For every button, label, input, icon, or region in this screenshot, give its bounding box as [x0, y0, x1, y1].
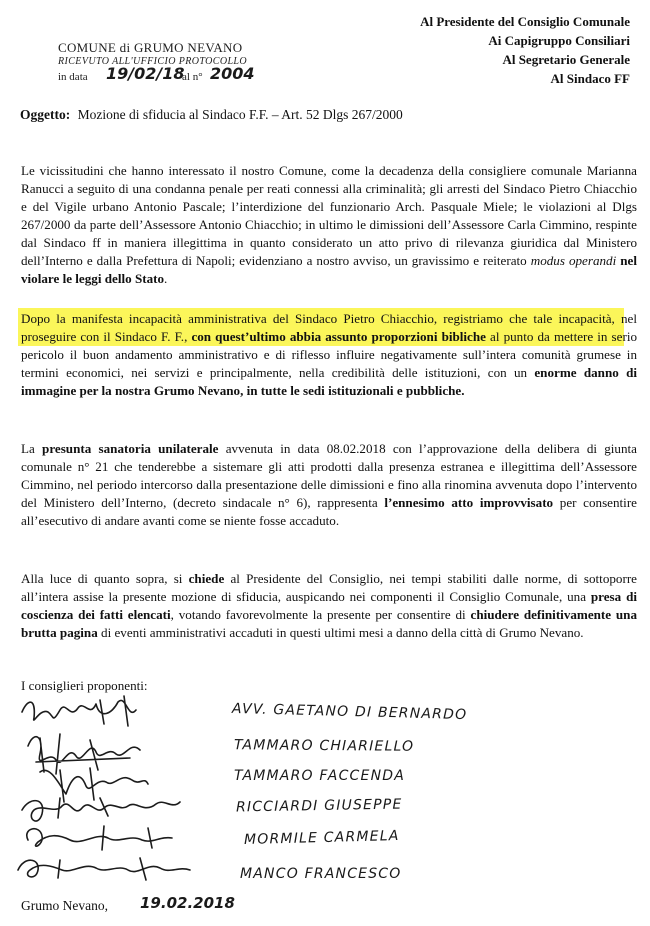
- signatures-area: [0, 690, 650, 900]
- proposer-name-4: RICCIARDI GIUSEPPE: [235, 796, 403, 816]
- signature-2: [28, 734, 140, 774]
- stamp-date-row: [58, 64, 278, 89]
- place-label: Grumo Nevano,: [21, 898, 108, 913]
- p4-text-g: di eventi amministrativi accaduti in questi ultimi mesi a danno della città di Grumo Nevano.: [97, 625, 584, 640]
- protocol-stamp: [58, 40, 278, 89]
- p1-end: .: [164, 271, 168, 286]
- paragraph-1: [21, 162, 637, 288]
- proposer-name-5: MORMILE CARMELA: [243, 827, 400, 849]
- p1-bold: nel violare le leggi dello Stato: [21, 253, 637, 286]
- p1-italic: modus operandi: [530, 253, 617, 268]
- p3-text-c: avvenuta in data 08.02.2018 con l’approvazione della delibera di giunta comunale n° 21 che tenderebbe a sistemare gli atti prodotti dalla presenza estranea e illegittima dell’Assessore Cimmino, nel periodo intercorso dalla presentazione delle dimissioni e fino alla rinomina avvenuta dopo l’intervento del Ministero dell’Interno, (decreto sindacale n° 6), rappresenta: [21, 441, 637, 510]
- stamp-received: RICEVUTO ALL'UFFICIO PROTOCOLLO: [58, 56, 248, 67]
- p3-text-e: per consentire all’esecutivo di andare avanti come se niente fosse accaduto.: [21, 495, 637, 528]
- subject-text: Mozione di sfiducia al Sindaco F.F. – Art. 52 Dlgs 267/2000: [77, 107, 403, 122]
- stamp-in-data-label: in data: [58, 71, 88, 83]
- signature-5: [27, 826, 172, 850]
- p3-bold-d: l’ennesimo atto improvvisato: [384, 495, 554, 510]
- recipient-mayor: Al Sindaco FF: [550, 71, 630, 86]
- p4-bold-b: chiede: [188, 571, 225, 586]
- signature-6: [18, 858, 190, 880]
- recipients-block: [350, 12, 630, 88]
- recipient-group-leaders: Ai Capigruppo Consiliari: [488, 33, 630, 48]
- stamp-protocol-number: 2004: [210, 64, 255, 83]
- p3-text-a: La: [21, 441, 43, 456]
- p4-text-e: , votando favorevolmente la presente per consentire di: [170, 607, 471, 622]
- paragraph-2: [21, 310, 637, 400]
- place-date: 19.02.2018: [140, 894, 235, 912]
- recipient-secretary: Al Segretario Generale: [502, 52, 630, 67]
- subject-label: Oggetto:: [20, 107, 71, 122]
- p4-bold-d: presa di coscienza dei fatti elencati: [21, 589, 637, 622]
- p4-text-a: Alla luce di quanto sopra, si: [21, 571, 189, 586]
- p4-bold-f: chiudere definitivamente una brutta pagina: [21, 607, 638, 640]
- p2-text-c: al punto da mettere in serio pericolo il buon andamento amministrativo e di riflesso influire negativamente sull’intera comunità grumese in termini economici, nei servizi e principalmente, nella credibilità delle istituzioni, con un: [21, 329, 638, 380]
- p2-bold-a: con quest’ultimo abbia assunto proporzioni bibliche: [191, 329, 486, 344]
- p2-bold-d: enorme danno di immagine per la nostra Grumo Nevano, in tutte le sedi istituzionali e pubbliche.: [21, 365, 638, 398]
- signature-4: [22, 798, 180, 821]
- stamp-municipality: COMUNE di GRUMO NEVANO: [58, 40, 243, 55]
- stamp-al-n-label: al n°: [182, 71, 203, 83]
- proposer-name-1: AVV. GAETANO DI BERNARDO: [231, 700, 468, 724]
- paragraph-3: [21, 440, 637, 530]
- stamp-date: 19/02/18: [106, 64, 185, 83]
- paragraph-4: [21, 570, 637, 642]
- subject-line: [20, 107, 630, 123]
- proposer-name-2: TAMMARO CHIARIELLO: [233, 737, 415, 755]
- proposers-label: I consiglieri proponenti:: [21, 678, 148, 693]
- p2-text-a: Dopo la manifesta incapacità amministrativa del Sindaco Pietro Chiacchio, registriamo che tale incapacità, nel proseguire con il Sindaco F. F.,: [21, 311, 637, 344]
- proposer-name-6: MANCO FRANCESCO: [240, 866, 402, 882]
- recipient-president: Al Presidente del Consiglio Comunale: [420, 14, 630, 29]
- signature-1: [22, 696, 136, 726]
- p4-text-c: al Presidente del Consiglio, nei tempi stabiliti dalle norme, di sottoporre all’intera assise la presente mozione di sfiducia, auspicando nei componenti il Consiglio Comunale, una: [21, 571, 637, 604]
- p1-text-a: Le vicissitudini che hanno interessato il nostro Comune, come la decadenza della consigliere comunale Marianna Ranucci a seguito di una condanna penale per reati connessi alla criminalità; gli arresti del Sindaco Pietro Chiacchio e del Vigile urbano Antonio Pascale; l’interdizione del funzionario Arch. Pasquale Miele; le violazioni al Dlgs 267/2000 da parte dell’Assessore Antonio Chiacchio; in ultimo le dimissioni dell’Assessore Carla Cimmino, respinte dal Sindaco ff in maniera illegittima in quanto considerato un atto privo di rilevanza giuridica dal Ministero dell’Interno e dalla Prefettura di Napoli; evidenziano a nostro avviso, un gravissimo e reiterato: [21, 163, 637, 268]
- p3-bold-b: presunta sanatoria unilaterale: [42, 441, 219, 456]
- proposer-name-3: TAMMARO FACCENDA: [234, 768, 406, 784]
